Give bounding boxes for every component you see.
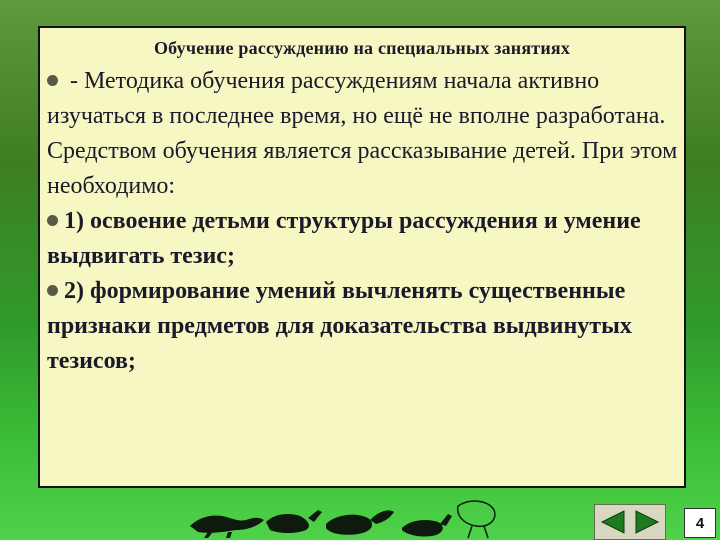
paragraph-1	[47, 64, 683, 204]
slide-panel	[38, 26, 686, 488]
slide-body	[47, 64, 683, 379]
slide-title: Обучение рассуждению на специальных занятиях	[153, 38, 571, 58]
navigation-controls	[594, 504, 666, 540]
paragraph-1-text: - Методика обучения рассуждениям начала активно изучаться в последнее время, но ещё не вполне разработана. Средством обучения является рассказывание детей. При этом необходимо:	[47, 68, 678, 199]
bullet-circle-icon	[47, 285, 58, 296]
paragraph-2-text: 1) освоение детьми структуры рассуждения и умение выдвигать тезис;	[47, 208, 641, 269]
left-arrow-icon	[598, 509, 628, 535]
paragraph-3	[47, 274, 683, 379]
paragraph-3-text: 2) формирование умений вычленять существенные признаки предметов для доказательства выдвинутых тезисов;	[47, 278, 632, 374]
paragraph-2	[47, 204, 683, 274]
next-slide-button[interactable]	[631, 508, 663, 536]
bullet-circle-icon	[47, 75, 58, 86]
page-number: 4	[684, 508, 716, 538]
previous-slide-button[interactable]	[597, 508, 629, 536]
right-arrow-icon	[632, 509, 662, 535]
dinosaur-silhouettes-icon	[188, 496, 528, 540]
bullet-circle-icon	[47, 215, 58, 226]
